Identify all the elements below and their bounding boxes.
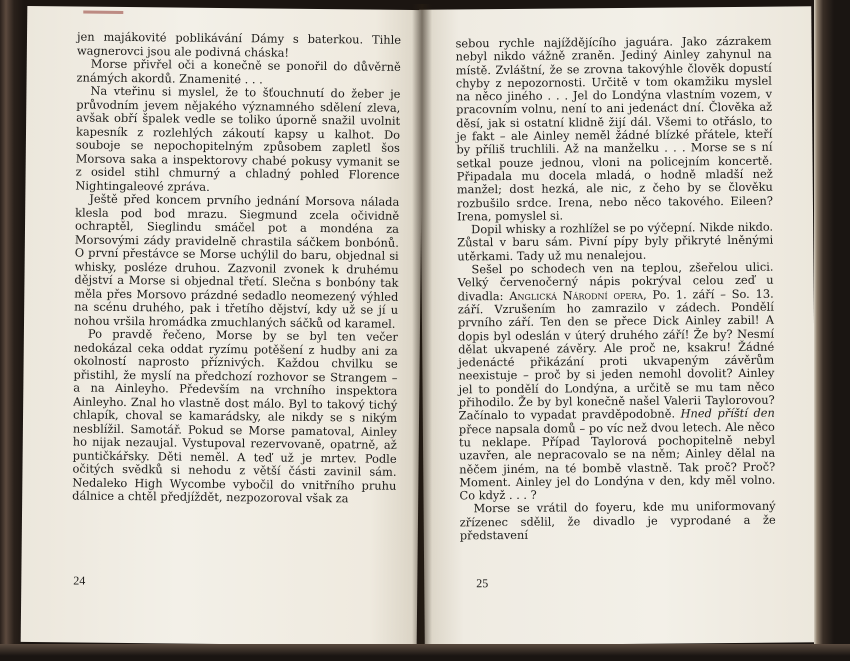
left-page [21,6,424,646]
right-page-number: 25 [476,576,489,591]
right-page [419,6,817,645]
poster-opera-name: Anglická Národní opera [509,287,644,303]
book-right-edge [814,0,850,661]
left-paragraph-1: jen majákovité poblikávání Dámy s baterkou. Tihle wagnerovci jsou ale podivná cháska! [76,29,402,60]
right-paragraph-3 [457,261,775,503]
right-paragraph-1: sebou rychle najíždějícího jaguára. Jako zázrakem nebyl nikdo vážně zraněn. Jediný Ainley zahynul na místě. Zvláštní, že se zrovna takovýhle člověk dopustí chyby z nepozornosti. Určitě v tom okamžiku myslel na něco jiného . . . Jel do Londýna vlastním vozem, v pracovním volnu, není to ani jedenáct dní. Člověka až děsí, jak si ostatní klidně žijí dál. Všemi to otřáslo, to je fakt – ale Ainley neměl žádné blízké přátele, kteří by příliš truchlili. Až na manželku . . . Morse se s ní setkal pouze jednou, vloni na policejním koncertě. Připadala mu docela mladá, o hodně mladší než manžel; dost hezká, ale nic, z čeho by se člověku rozbušilo srdce. Irena, nebo něco takového. Eileen? Irena, pomyslel si. [455,33,773,224]
book-bottom-edge [0,644,850,661]
left-paragraph-3: Na vteřinu si myslel, že to šťouchnutí do žeber je průvodním jevem nějakého významného sdělení zleva, avšak obří špalek vedle se toliko úporně snažil uvolnit kapesník z rozlehlých zákoutí kapsy u kalhot. Do souboje se nepochopitelným způsobem zapletl šos Morsova saka a inspektorovy chabé pokusy vymanit se z osidel stihl chmurný a chladný pohled Florence Nightingaleové zpráva. [75,83,401,194]
right-paragraph-2: Dopil whisky a rozhlížel se po výčepní. Nikde nikdo. Zůstal v baru sám. Pivní pípy byly přikryté lněnými utěrkami. Tady už mu nenalejou. [457,219,774,264]
paragraph-3-part-a: Sešel po schodech ven na teplou, zšeřelou ulici. Velký červenočerný nápis pokrýval celou zeď u divadla: [457,259,774,304]
left-paragraph-4: Ještě před koncem prvního jednání Morsova nálada klesla pod bod mrazu. Siegmund zcela očividně ochraptěl, Sieglindu smáčel pot a mondéna za Morsovými zády pravidelně chrastila sáčkem bonbónů. O první přestávce se Morse uchýlil do baru, objednal si whisky, posléze druhou. Zazvonil zvonek k druhému dějství a Morse si objednal třetí. Slečna s bonbóny tak měla přes Morsovo prázdné sedadlo neomezený výhled na scénu druhého, pak i třetího dějství, kdy už se jí u nohou vršila hromádka zmuchlaných sáčků od karamel. [73,191,400,331]
left-paragraph-2: Morse přivřel oči a konečně se ponořil do důvěrně známých akordů. Znamenité . . . [76,56,401,86]
paragraph-3-part-c: přece napsala domů – po víc než dvou letech. Ale něco tu neklape. Případ Taylorová pochopitelně nebyl uzavřen, ale nepracovalo se na něm; Ainley dělal na něčem jiném, na té bombě vlastně. Tak proč? Proč? Moment. Ainley jel do Londýna v den, kdy měl volno. Co když . . . ? [458,419,776,503]
book-gutter [412,4,432,650]
paragraph-3-part-b: , Po. 1. září – So. 13. září. Vzrušením ho zamrazilo v zádech. Pondělí prvního září. Ten den se přece Dick Ainley zabil! A dopis byl odeslán v úterý druhého září! Že by? Nesmí dělat ukvapené závěry. Ale proč ne, ksakru! Žádné jedenácté přikázání proti ukvapeným závěrům neexistuje – proč by si jeden nemohl dovolit? Ainley jel to pondělí do Londýna, a určitě se mu tam něco přihodilo. Že by byl konečně našel Valerii Taylorovou? Začínalo to vypadat pravděpodobně. [457,286,775,423]
emphasis-next-day: Hned příští den [680,405,775,421]
left-paragraph-5: Po pravdě řečeno, Morse by se byl ten večer nedokázal ceka oddat ryzímu potěšení z hudby ani za okolností naprosto příznivých. Každou chvilku se přistihl, že myslí na předchozí rozhovor se Strangem – a na Ainleyho. Především na vrchního inspektora Ainleyho. Znal ho vlastně dost málo. Byl to takový tichý chlapík, choval se kamarádsky, ale nikdy se s nikým nesblížil. Samotář. Pokud se Morse pamatoval, Ainley ho nijak nezaujal. Vystupoval rezervovaně, opatrně, až puntičkářsky. Děti neměl. A teď už je mrtev. Podle očitých svědků si nehodu z větší části zavinil sám. Nedaleko High Wycombe vybočil do vnitřního pruhu dálnice a chtěl předjíždět, nezpozoroval však za [72,326,398,506]
right-paragraph-4: Morse se vrátil do foyeru, kde mu uniformovaný zřízenec sdělil, že divadlo je vyprodané a že představení [459,499,776,543]
bookmark-ribbon [83,11,123,14]
left-page-number: 24 [73,573,86,588]
